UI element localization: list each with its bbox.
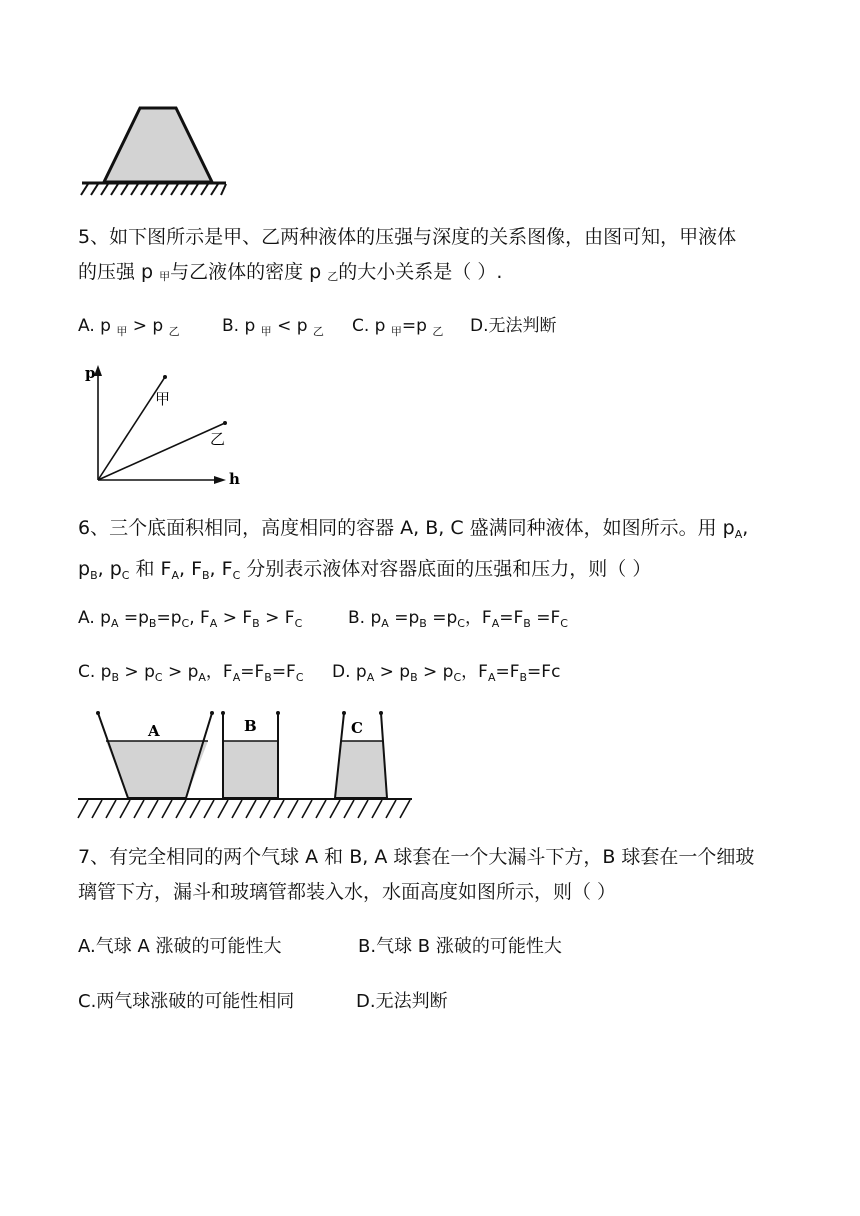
three-containers-figure: [76, 706, 416, 826]
q6-line-1: 6、三个底面积相同，高度相同的容器 A, B, C 盛满同种液体，如图所示。用 $p_A$,: [78, 517, 749, 541]
trapezoid-block: [104, 108, 212, 182]
q5-option-a: A. p $_甲$ > p $_乙$: [78, 316, 180, 338]
container-a-liquid: [106, 741, 208, 798]
q7-option-d: D.无法判断: [356, 991, 448, 1012]
q6-option-c: C. $p_B > p_C > p_A$，$F_A=F_B=F_C$: [78, 662, 304, 684]
x-axis-arrow: [214, 476, 226, 484]
q5-option-c: C. p $_甲$=p $_乙$: [352, 316, 444, 338]
line-jia-label: 甲: [155, 390, 171, 408]
container-b-label: B: [244, 717, 257, 735]
question-6-stem: [78, 511, 788, 593]
line-yi-label: 乙: [210, 430, 226, 448]
q7-line-2: 璃管下方，漏斗和玻璃管都装入水，水面高度如图所示，则（ ）: [78, 881, 617, 903]
trapezoid-on-ground-figure: [78, 100, 230, 200]
q5-line-2: 的压强 p 甲与乙液体的密度 p 乙的大小关系是（ ）.: [78, 261, 503, 283]
q5-line-1: 5、如下图所示是甲、乙两种液体的压强与深度的关系图像，由图可知，甲液体: [78, 226, 737, 248]
q6-option-d: D. $p_A > p_B > p_C$，$F_A=F_B=Fc$: [332, 662, 561, 684]
q6-option-a: A. $p_A =p_B=p_C$, $F_A > F_B > F_C$: [78, 608, 303, 630]
question-5-stem: [78, 220, 788, 294]
ground-hatching: [78, 800, 410, 818]
q7-option-a: A.气球 A 涨破的可能性大: [78, 936, 282, 957]
container-c-label: C: [351, 719, 363, 737]
container-c-liquid: [335, 741, 387, 798]
pressure-depth-graph: [80, 360, 250, 492]
q5-option-d: D.无法判断: [470, 316, 557, 336]
question-7-stem: [78, 840, 788, 910]
q7-option-c: C.两气球涨破的可能性相同: [78, 991, 295, 1012]
y-axis-label: p: [85, 364, 96, 382]
container-b-liquid: [223, 741, 278, 798]
q7-line-1: 7、有完全相同的两个气球 A 和 B, A 球套在一个大漏斗下方，B 球套在一个细玻: [78, 846, 755, 868]
ground-hatching: [81, 184, 226, 195]
container-a-label: A: [148, 722, 160, 740]
x-axis-label: h: [229, 470, 240, 488]
q6-option-b: B. $p_A =p_B =p_C$，$F_A=F_B =F_C$: [348, 608, 568, 630]
q6-line-2: $p_B$, $p_C$ 和 $F_A$, $F_B$, $F_C$ 分别表示液体对容器底面的压强和压力，则（ ）: [78, 558, 652, 582]
q5-option-b: B. p $_甲$ < p $_乙$: [222, 316, 324, 338]
q7-option-b: B.气球 B 涨破的可能性大: [358, 936, 562, 957]
